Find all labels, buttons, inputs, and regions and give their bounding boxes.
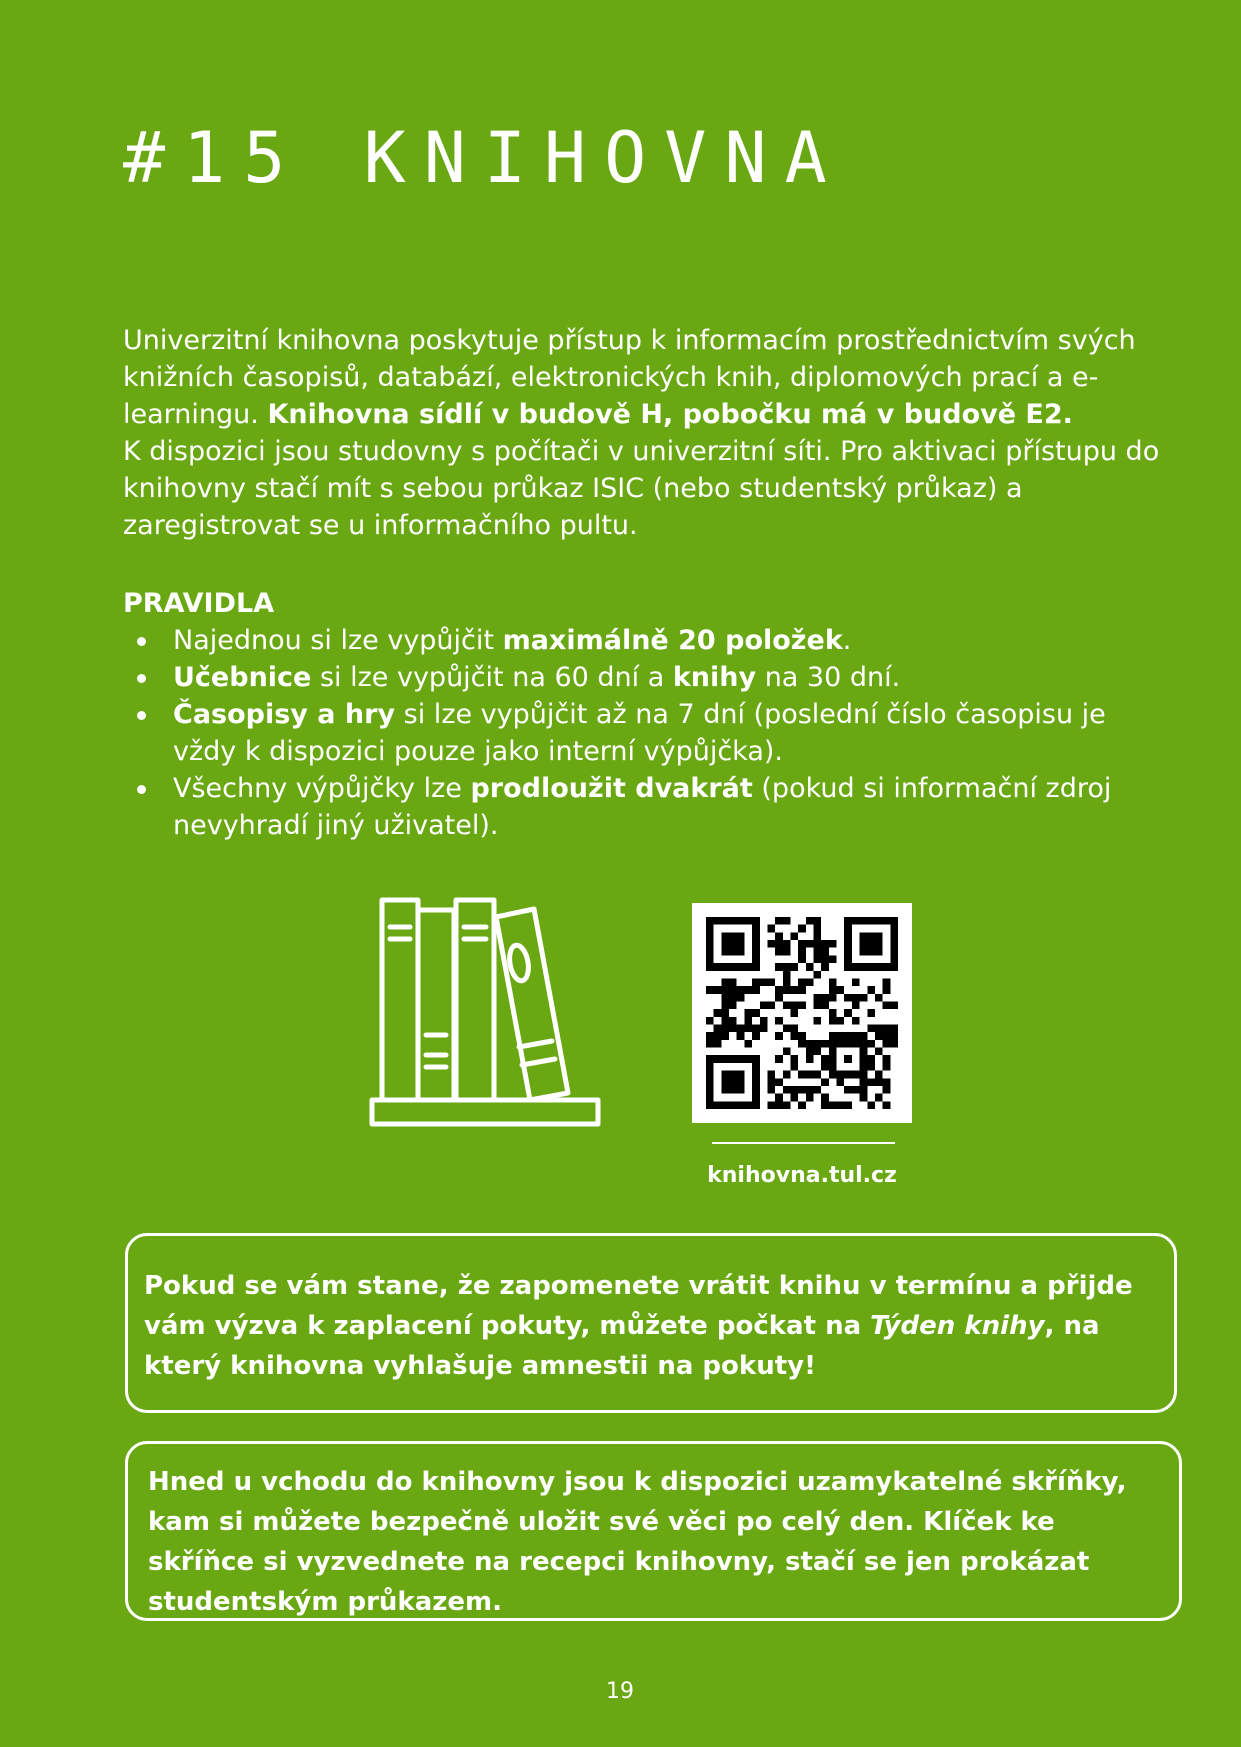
page-number: 19: [606, 1679, 634, 1704]
rule-text: na 30 dní.: [756, 662, 901, 693]
intro-text: Univerzitní knihovna poskytuje přístup k informacím prostřednictvím svých knižních časopisů, databází, elektronických knih, diplomových prací a e-learningu.: [123, 325, 1136, 430]
rule-text: .: [842, 625, 852, 656]
rule-item: [123, 622, 1163, 659]
rules-list: [123, 622, 1163, 844]
rule-highlight: Časopisy a hry: [173, 699, 396, 730]
qr-code-icon: [692, 903, 912, 1123]
rule-text: Všechny výpůjčky lze: [173, 773, 471, 804]
intro-paragraph: [123, 322, 1163, 544]
books-on-shelf-icon: [368, 895, 603, 1130]
intro-highlight: Knihovna sídlí v budově H, pobočku má v budově E2.: [267, 399, 1073, 430]
rule-highlight: knihy: [672, 662, 757, 693]
rule-item: [123, 696, 1163, 770]
fine-amnesty-note: [125, 1233, 1177, 1413]
rule-item: [123, 659, 1163, 696]
divider: [712, 1142, 895, 1144]
rule-text: si lze vypůjčit až na 7 dní (poslední číslo časopisu je vždy k dispozici pouze jako interní výpůjčka).: [173, 699, 1106, 767]
rules-heading: PRAVIDLA: [123, 588, 275, 619]
rule-text: (pokud si informační zdroj nevyhradí jiný uživatel).: [173, 773, 1112, 841]
rule-highlight: maximálně 20 položek: [502, 625, 843, 656]
rule-item: [123, 770, 1163, 844]
note-text: , na který knihovna vyhlašuje amnestii na pokuty!: [144, 1311, 1100, 1381]
rule-text: si lze vypůjčit na 60 dní a: [311, 662, 673, 693]
lockers-note: Hned u vchodu do knihovny jsou k dispozici uzamykatelné skříňky, kam si můžete bezpečně uložit své věci po celý den. Klíček ke skříňce si vyzvednete na recepci knihovny, stačí se jen prokázat studentským průkazem.: [125, 1441, 1182, 1621]
intro-text-continued: K dispozici jsou studovny s počítači v univerzitní síti. Pro aktivaci přístupu do knihovny stačí mít s sebou průkaz ISIC (nebo studentský průkaz) a zaregistrovat se u informačního pultu.: [123, 436, 1160, 541]
note-text: Pokud se vám stane, že zapomenete vrátit knihu v termínu a přijde vám výzva k zaplacení pokuty, můžete počkat na: [144, 1271, 1133, 1341]
rule-highlight: Učebnice: [173, 662, 312, 693]
page-title: #15 KNIHOVNA: [123, 117, 845, 199]
library-link[interactable]: knihovna.tul.cz: [707, 1163, 897, 1188]
rule-highlight: prodloužit dvakrát: [470, 773, 753, 804]
rule-text: Najednou si lze vypůjčit: [173, 625, 503, 656]
note-emphasis: Týden knihy: [870, 1311, 1045, 1341]
